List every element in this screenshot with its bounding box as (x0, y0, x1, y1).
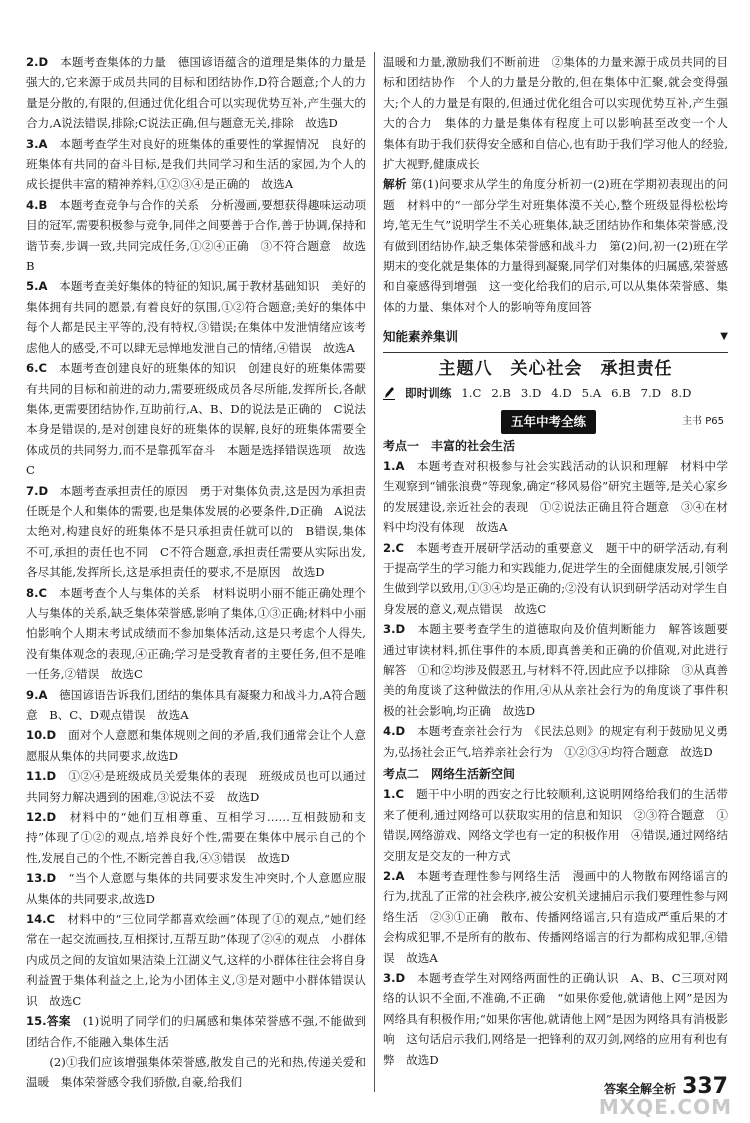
practice-answer: 2.B (491, 386, 511, 401)
answer-item (383, 538, 728, 620)
answer-number: 2.C (383, 540, 404, 555)
answer-number: 11.D (26, 769, 57, 784)
answer-item (26, 358, 366, 480)
answer-number: 3.D (383, 622, 406, 637)
answer-text: 本题考查对积极参与社会实践活动的认识和理解 材料中学生观察到“铺张浪费”等现象,确定“移风易俗”研究主题等,是关心家乡的发展建设,亲近社会的表现 ①②说法正确且符合题意 ③④在材料中均没有体现 故选A (383, 458, 728, 535)
answer-text: 本题考查集体的力量 德国谚语蕴含的道理是集体的力量是强大的,它来源于成员共同的目标和团结协作,D符合题意;个人的力量是分散的,有限的,但通过优化组合可以实现优势互补,产生强大的合力,A说法错误,排除;C说法正确,但与题意无关,排除 故选D (26, 55, 366, 131)
topic-1-answers (383, 456, 728, 762)
answer-number: 12.D (26, 810, 57, 825)
answer-number: 9.A (26, 687, 48, 702)
answer-text: “当个人意愿与集体的共同要求发生冲突时,个人意愿应服从集体的共同要求,故选D (26, 871, 366, 906)
answer-text: (2)①我们应该增强集体荣誉感,散发自己的光和热,传递关爱和温暖 集体荣誉感令我们骄傲,自豪,给我们 (26, 1054, 366, 1090)
answer-number: 13.D (26, 871, 57, 886)
answer-item (383, 866, 728, 968)
topic-heading-2: 考点二 网络生活新空间 (383, 767, 516, 781)
answer-number: 10.D (26, 728, 57, 743)
answer-number: 2.D (26, 55, 49, 69)
answer-item (26, 195, 366, 277)
banner-row (383, 408, 728, 434)
practice-answer: 1.C (461, 386, 482, 401)
answer-text: 本题考查美好集体的特征的知识,属于教材基础知识 美好的集体拥有共同的愿景,有着良好的氛围,①②符合题意;美好的集体中每个人都是民主平等的,没有特权,③错误;在集体中发泄情绪应该考虑他人的感受,不可以肆无忌惮地发泄自己的情绪,④错误 故选A (26, 279, 366, 355)
answer-text: 本题考查创建良好的班集体的知识 创建良好的班集体需要有共同的目标和前进的动力,需要班级成员各尽所能,发挥所长,各献集体,更需要团结协作,互助前行,A、B、D的说法是正确的 C说法本身是错误的,是对创建良好的班集体的误解,良好的班集体需要全体成员的共同努力,而不是靠孤军奋斗 本题是选择错误选项 故选C (26, 361, 366, 478)
topic-heading-1: 考点一 丰富的社会生活 (383, 438, 516, 453)
answer-text: 本题主要考查学生的道德取向及价值判断能力 解答该题要通过审读材料,抓住事件的本质,即真善美和正确的价值观,对此进行解答 ①和②均涉及假恶丑,与材料不符,因此应予以排除 ③从真善美的角度谈了这种做法的作用,④从从亲社会行为的角度谈了事件积极的社会影响,均正确 故选D (383, 622, 728, 718)
answer-item (26, 766, 366, 807)
answer-text: 材料中的“她们互相尊重、互相学习……互相鼓励和支持”体现了①②的观点,培养良好个性,需要在集体中展示自己的个性,发展自己的个性,不断完善自我,④③错误 故选D (26, 810, 366, 865)
book-reference: 主书 P65 (682, 415, 724, 427)
answer-number: 5.A (26, 279, 48, 294)
triangle-down-icon: ▼ (720, 331, 728, 343)
answer-text: 本题考查个人与集体的关系 材料说明小丽不能正确处理个人与集体的关系,缺乏集体荣誉感,影响了集体,①③正确;材料中小丽怕影响个人期末考试成绩而不参加集体活动,这是只考虑个人得失,没有集体观念的表现,④正确;学习是受教育者的主要任务,但不是唯一任务,②错误 故选C (26, 585, 366, 682)
answer-item (26, 1052, 366, 1093)
analysis-text: 第(1)问要求从学生的角度分析初一(2)班在学期初表现出的问题 材料中的“一部分学生对班集体漠不关心,整个班级显得松松垮垮,笔无生气”说明学生不关心班集体,缺乏团结协作和集体荣誉感,没有做到团结协作,缺乏集体荣誉感和战斗力 第(2)问,初一(2)班在学期末的变化就是集体的力量得到凝聚,同学们对集体的归属感,荣誉感和自豪感得到增强 这一变化给我们的启示,可以从集体荣誉感、集体的力量、集体对个人的影响等角度回答 (383, 177, 728, 314)
answer-text: 题干中小明的西安之行比较顺利,这说明网络给我们的生活带来了便利,通过网络可以获取实用的信息和知识 ②③符合题意 ①错误,网络游戏、网络文学也有一定的积极作用 ④错误,通过网络结交朋友是交友的一种方式 (383, 787, 728, 863)
answer-text: 本题考查理性参与网络生活 漫画中的人物散布网络谣言的行为,扰乱了正常的社会秩序,被公安机关逮捕启示我们要理性参与网络生活 ②③①正确 散布、传播网络谣言,只有造成严重后果的才会构成犯罪,不是所有的散布、传播网络谣言的行为都构成犯罪,④错误 故选A (383, 869, 728, 965)
answer-number: 3.D (383, 971, 406, 986)
answer-number: 7.D (26, 483, 49, 498)
practice-answer: 3.D (520, 386, 542, 401)
answer-number: 3.A (26, 136, 48, 151)
answer-text: (1)说明了同学们的归属感和集体荣誉感不强,不能做到团结合作,不能融入集体生活 (26, 1014, 366, 1049)
analysis-label: 解析 (383, 177, 407, 192)
answer-number: 6.C (26, 361, 47, 376)
practice-answer: 8.D (671, 386, 692, 401)
answer-text: 材料中的“三位同学都喜欢绘画”体现了①的观点,“她们经常在一起交流画技,互相探讨,互帮互助”体现了②④的观点 小群体内成员之间的友谊如果洁染上江湖义气,这样的小群体往往会将自身利益置于集体利益之上,论为小团体主义,③是对题中小群体错误认识 故选C (26, 912, 366, 1008)
watermark: MXQE.COM (598, 1095, 732, 1119)
answer-text: 本题考查开展研学活动的重要意义 题干中的研学活动,有利于提高学生的学习能力和实践能力,促进学生的全面健康发展,引领学生做到学以致用,①③④均是正确的;②没有认识到研学活动对学生自身发展的意义,观点错误 故选C (383, 540, 728, 616)
answer-item (26, 725, 366, 766)
answer-item (383, 784, 728, 866)
answer-item (26, 807, 366, 868)
answer-number: 2.A (383, 869, 405, 884)
answer-item (26, 276, 366, 358)
answer-number: 15.答案 (26, 1014, 71, 1029)
answer-continuation: 温暖和力量,激励我们不断前进 ②集体的力量来源于成员共同的目标和团结协作 个人的力量是分散的,但在集体中汇聚,就会变得强大;个人的力量是有限的,但通过优化组合可以实现优势互补,产生强大的合力 集体的力量是集体有程度上可以影响甚至改变一个人 集体有助于我们获得安全感和自信心,也有助于我们学习他人的经验,扩大视野,健康成长 (383, 55, 740, 172)
topic-2-answers (383, 784, 728, 1070)
answer-text: 本题考查竞争与合作的关系 分析漫画,要想获得趣味运动项目的冠军,需要积极参与竞争,同伴之间要善于合作,善于协调,保持和谐节奏,步调一致,共同完成任务,①②④正确 ③不符合题意 故选B (26, 197, 366, 274)
answer-item (26, 909, 366, 1011)
answer-item (383, 619, 728, 721)
answer-text: 本题考查学生对网络两面性的正确认识 A、B、C三项对网络的认识不全面,不准确,不正确 “如果你爱他,就请他上网”是因为网络具有积极作用;“如果你害他,就请他上网”是因为网络具有消极影响 这句话启示我们,网络是一把锋利的双刃剑,网络的应用有利也有弊 故选D (383, 971, 728, 1067)
answer-item (26, 583, 366, 685)
answer-text: 本题考查学生对良好的班集体的重要性的掌握情况 良好的班集体有共同的奋斗目标,是我们共同学习和生活的家园,为个人的成长提供丰富的精神养料,①②③④是正确的 故选A (26, 136, 366, 192)
answer-text: 本题考查亲社会行为 《民法总则》的规定有利于鼓励见义勇为,弘扬社会正气,培养亲社会行为 ①②③④均符合题意 故选D (383, 724, 728, 759)
left-column (26, 52, 366, 1093)
practice-answer: 5.A (581, 386, 602, 401)
theme-title: 主题八 关心社会 承担责任 (438, 358, 673, 379)
answer-text: ①②④是班级成员关爱集体的表现 班级成员也可以通过共同努力解决遇到的困难,③说法不妥 故选D (26, 769, 366, 804)
answer-number: 1.C (383, 787, 404, 802)
pencil-icon (383, 386, 395, 400)
answer-number: 4.D (383, 724, 406, 739)
answer-text: 德国谚语告诉我们,团结的集体具有凝聚力和战斗力,A符合题意 B、C、D观点错误 故选A (26, 687, 366, 722)
section-heading: 知能素养集训 ▼ (383, 327, 728, 351)
practice-answer: 4.D (551, 386, 572, 401)
answer-item (26, 134, 366, 195)
answer-item (383, 721, 728, 762)
answer-item (26, 1011, 366, 1052)
exam-banner: 五年中考全练 (501, 410, 596, 434)
practice-label: 即时训练 (405, 386, 452, 401)
answer-number: 1.A (383, 458, 405, 473)
page-number: 337 (682, 1074, 728, 1099)
practice-answer: 6.B (611, 386, 631, 401)
footer-label: 答案全解全析 (604, 1082, 677, 1096)
column-divider (374, 52, 375, 1092)
answer-number: 4.B (26, 197, 48, 212)
answer-number: 8.C (26, 585, 47, 600)
answer-item (383, 456, 728, 538)
answer-item (26, 52, 366, 134)
answer-item (383, 968, 728, 1070)
answer-item (26, 868, 366, 909)
practice-answer: 7.D (640, 386, 662, 401)
section-rule (383, 352, 728, 353)
answer-text: 面对个人意愿和集体规则之间的矛盾,我们通常会让个人意愿服从集体的共同要求,故选D (26, 728, 366, 763)
answer-text: 本题考查承担责任的原因 勇于对集体负责,这是因为承担责任既是个人和集体的需要,也是集体发展的必要条件,D正确 A说法太绝对,构建良好的班集体不是只承担责任就可以的 B错误,集体不可,承担的责任也不同 C不符合题意,承担责任需要从实际出发,各尽其能,发挥所长,这是承担责任的要求,不是原因 故选D (26, 483, 366, 580)
analysis-paragraph (383, 174, 728, 317)
practice-answers (383, 383, 728, 403)
answer-item (26, 481, 366, 583)
answer-number: 14.C (26, 912, 56, 927)
answer-item (26, 685, 366, 726)
right-column (383, 52, 740, 1070)
